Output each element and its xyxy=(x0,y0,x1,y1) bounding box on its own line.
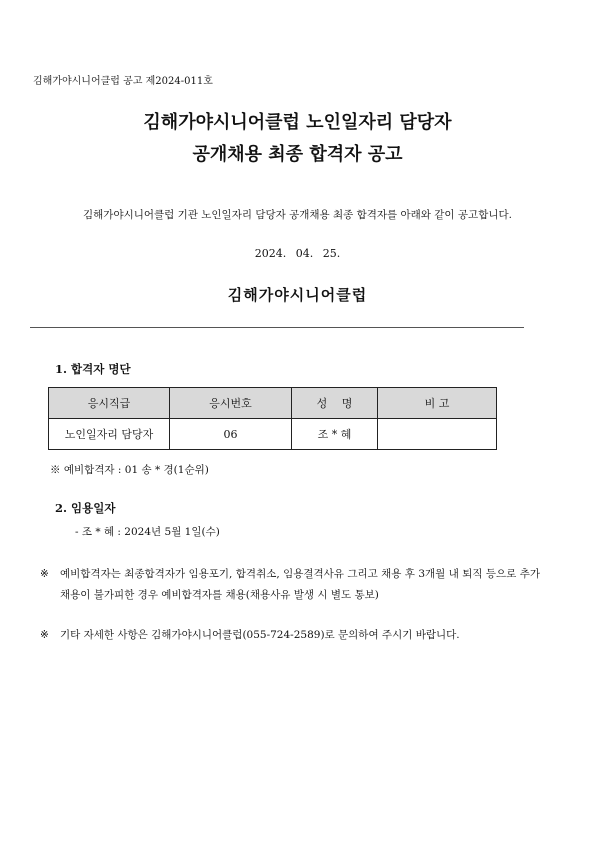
note-reserve-policy xyxy=(40,564,540,605)
page-title-line1: 김해가야시니어클럽 노인일자리 담당자 xyxy=(143,112,452,133)
column-header-position: 응시직급 xyxy=(49,388,170,419)
note-mark: ※ xyxy=(40,629,49,641)
section-heading-results: 1. 합격자 명단 xyxy=(55,362,131,376)
cell-name: 조 * 혜 xyxy=(292,419,378,450)
organization-name: 김해가야시니어클럽 xyxy=(227,286,368,304)
column-header-name: 성 명 xyxy=(292,388,378,419)
table-header-row xyxy=(49,388,497,419)
announcement-date: 2024. 04. 25. xyxy=(254,247,341,260)
column-header-number: 응시번호 xyxy=(170,388,292,419)
divider xyxy=(30,327,524,328)
intro-text: 김해가야시니어클럽 기관 노인일자리 담당자 공개채용 최종 합격자를 아래와 같이 공고합니다. xyxy=(83,209,512,221)
note-mark: ※ xyxy=(40,568,49,580)
cell-number: 06 xyxy=(170,419,292,450)
cell-remarks xyxy=(378,419,497,450)
document-number: 김해가야시니어클럽 공고 제2024-011호 xyxy=(33,76,213,87)
page-title-line2: 공개채용 최종 합격자 공고 xyxy=(192,144,403,165)
reserve-candidate-note: ※ 예비합격자 : 01 송 * 경(1순위) xyxy=(50,464,209,476)
appointment-date-text: - 조 * 혜 : 2024년 5월 1일(수) xyxy=(75,526,220,538)
note-text: 예비합격자는 최종합격자가 임용포기, 합격취소, 임용결격사유 그리고 채용 후 3개월 내 퇴직 등으로 추가채용이 불가피한 경우 예비합격자를 채용(채용사유 발생 시 별도 통보) xyxy=(60,568,540,601)
results-table xyxy=(48,387,497,450)
section-heading-appointment: 2. 임용일자 xyxy=(55,501,116,515)
note-contact xyxy=(40,625,540,646)
note-text: 기타 자세한 사항은 김해가야시니어클럽(055-724-2589)로 문의하여 주시기 바랍니다. xyxy=(60,629,460,641)
table-row xyxy=(49,419,497,450)
cell-position: 노인일자리 담당자 xyxy=(49,419,170,450)
column-header-remarks: 비 고 xyxy=(378,388,497,419)
